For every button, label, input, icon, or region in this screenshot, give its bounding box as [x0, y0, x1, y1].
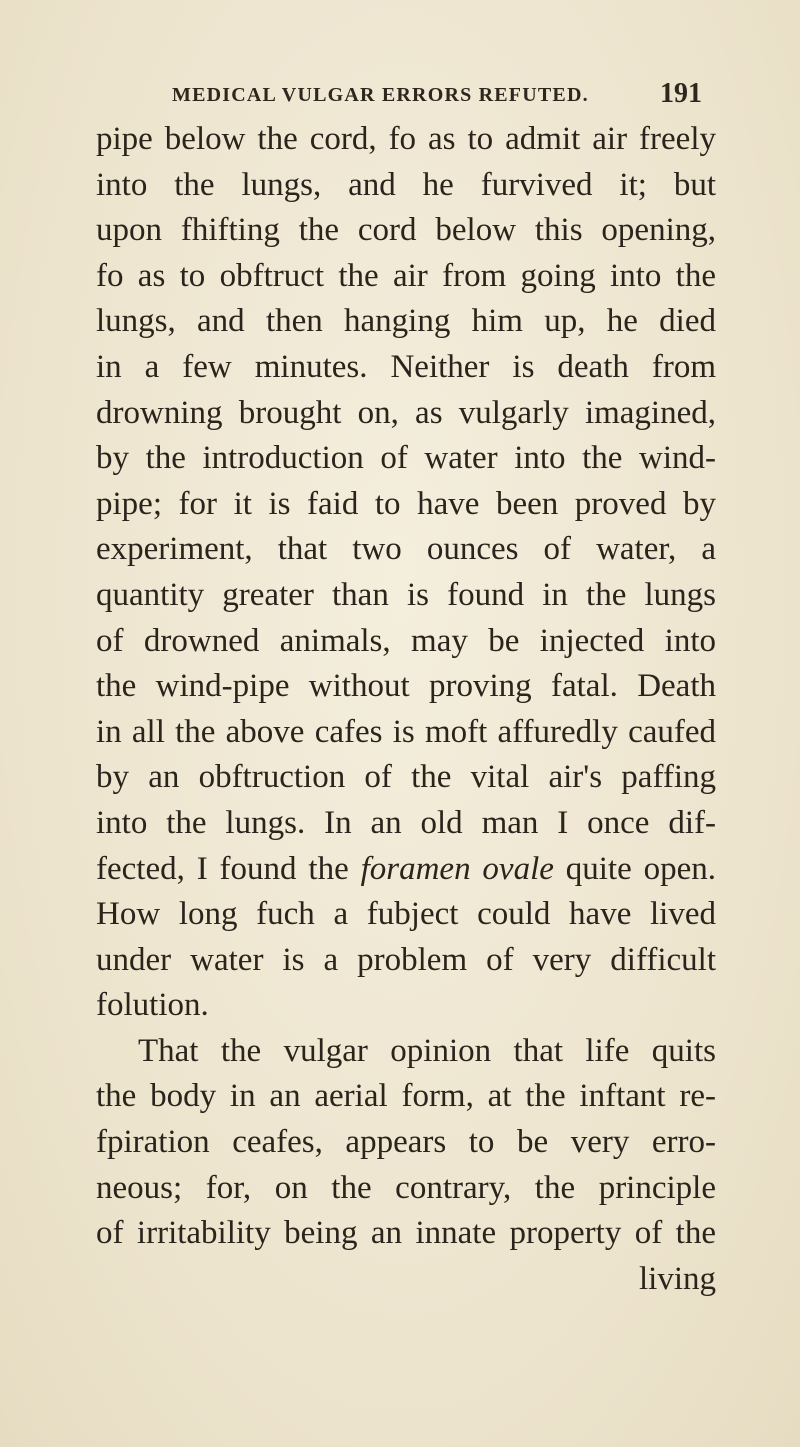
text-line: lungs, and then hanging him up, he died — [96, 303, 716, 340]
text-line: of irritability being an innate property of the — [96, 1215, 716, 1252]
text-line: by an obftruction of the vital air's paffing — [96, 759, 716, 796]
text-line: of drowned animals, may be injected into — [96, 622, 716, 659]
text-line: under water is a problem of very difficult — [96, 941, 716, 978]
text-line: folution. — [96, 987, 209, 1024]
text-line-foramen — [96, 847, 716, 893]
body-text — [96, 117, 716, 1302]
text-line: neous; for, on the contrary, the principle — [96, 1169, 716, 1206]
text-segment: fected, I found the — [96, 850, 361, 887]
text-line: in all the above cafes is moft affuredly caufed — [96, 713, 716, 750]
text-line: drowning brought on, as vulgarly imagined, — [96, 394, 716, 431]
paragraph-start: That the vulgar opinion that life quits — [138, 1032, 716, 1069]
page-number: 191 — [660, 78, 702, 109]
italic-term: foramen ovale — [360, 850, 554, 887]
text-line: fo as to obftruct the air from going into the — [96, 257, 716, 294]
text-line: in a few minutes. Neither is death from — [96, 348, 716, 385]
catchword: living — [638, 1260, 716, 1297]
text-line: the body in an aerial form, at the inftant re- — [96, 1078, 716, 1115]
text-line: by the introduction of water into the wind- — [96, 440, 716, 477]
text-line: quantity greater than is found in the lungs — [96, 576, 716, 613]
page-header — [172, 78, 702, 114]
text-line: experiment, that two ounces of water, a — [96, 531, 716, 568]
text-segment: quite open. — [553, 850, 716, 887]
text-line: fpiration ceafes, appears to be very erro- — [96, 1124, 716, 1161]
text-line: into the lungs. In an old man I once dif- — [96, 804, 716, 841]
text-line: pipe; for it is faid to have been proved by — [96, 485, 716, 522]
text-line: into the lungs, and he furvived it; but — [96, 166, 716, 203]
text-line: upon fhifting the cord below this opening, — [96, 212, 716, 249]
text-line: pipe below the cord, fo as to admit air freely — [96, 121, 716, 157]
text-line: the wind-pipe without proving fatal. Death — [96, 668, 716, 705]
running-head: MEDICAL VULGAR ERRORS REFUTED. — [172, 84, 589, 106]
text-line: How long fuch a fubject could have lived — [96, 896, 716, 933]
